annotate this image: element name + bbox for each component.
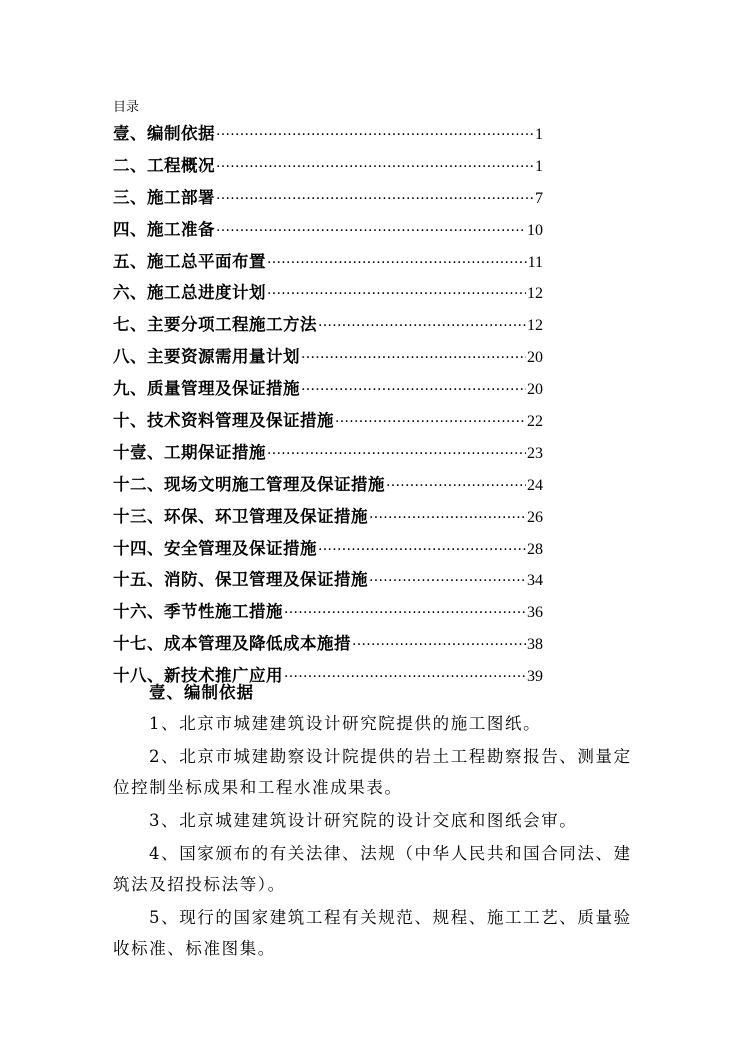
toc-dot-leader bbox=[216, 184, 534, 216]
toc-entry[interactable] bbox=[113, 214, 543, 246]
toc-page-number: 23 bbox=[527, 444, 543, 462]
toc-entry[interactable] bbox=[113, 533, 543, 565]
toc-entry[interactable] bbox=[113, 150, 543, 182]
toc-entry-title: 五、施工总平面布置 bbox=[113, 251, 266, 271]
toc-entry-title: 三、施工部署 bbox=[113, 187, 215, 207]
toc-entry-title: 十五、消防、保卫管理及保证措施 bbox=[113, 570, 368, 590]
toc-entry[interactable] bbox=[113, 469, 543, 501]
toc-dot-leader bbox=[301, 375, 526, 407]
toc-dot-leader bbox=[301, 343, 526, 375]
toc-entry-title: 十三、环保、环卫管理及保证措施 bbox=[113, 506, 368, 526]
toc-entry[interactable] bbox=[113, 501, 543, 533]
toc-page-number: 39 bbox=[527, 668, 543, 686]
toc-page-number: 36 bbox=[527, 604, 543, 622]
table-of-contents bbox=[113, 118, 543, 692]
toc-entry[interactable] bbox=[113, 628, 543, 660]
toc-dot-leader bbox=[267, 279, 526, 311]
toc-page-number: 20 bbox=[527, 381, 543, 399]
toc-entry[interactable] bbox=[113, 309, 543, 341]
toc-entry-title: 壹、编制依据 bbox=[113, 124, 215, 143]
toc-page-number: 11 bbox=[527, 253, 543, 271]
toc-dot-leader bbox=[352, 630, 526, 662]
section-title: 壹、编制依据 bbox=[149, 683, 254, 702]
toc-entry-title: 七、主要分项工程施工方法 bbox=[113, 315, 317, 335]
toc-entry-title: 十六、季节性施工措施 bbox=[113, 602, 283, 622]
toc-dot-leader bbox=[216, 152, 534, 184]
paragraph: 2、北京市城建勘察设计院提供的岩土工程勘察报告、测量定位控制坐标成果和工程水准成果表。 bbox=[113, 747, 632, 797]
toc-heading: 目录 bbox=[113, 100, 140, 115]
toc-entry[interactable] bbox=[113, 118, 543, 150]
paragraph: 5、现行的国家建筑工程有关规范、规程、施工工艺、质量验收标准、标准图集。 bbox=[113, 908, 632, 958]
toc-page-number: 10 bbox=[527, 221, 543, 239]
toc-dot-leader bbox=[335, 407, 526, 439]
toc-page-number: 12 bbox=[527, 285, 543, 303]
toc-dot-leader bbox=[284, 598, 526, 630]
toc-entry[interactable] bbox=[113, 277, 543, 309]
toc-entry-title: 九、质量管理及保证措施 bbox=[113, 379, 300, 399]
toc-page-number: 12 bbox=[527, 317, 543, 335]
toc-page-number: 1 bbox=[535, 126, 543, 143]
toc-page-number: 24 bbox=[527, 476, 543, 494]
toc-dot-leader bbox=[369, 566, 526, 598]
toc-entry-title: 十四、安全管理及保证措施 bbox=[113, 538, 317, 558]
toc-entry-title: 十七、成本管理及降低成本施措 bbox=[113, 634, 351, 654]
toc-entry-title: 六、施工总进度计划 bbox=[113, 283, 266, 303]
toc-entry[interactable] bbox=[113, 564, 543, 596]
toc-page-number: 1 bbox=[535, 157, 543, 175]
paragraph: 4、国家颁布的有关法律、法规（中华人民共和国合同法、建筑法及招投标法等）。 bbox=[113, 844, 632, 894]
toc-entry[interactable] bbox=[113, 373, 543, 405]
toc-entry-title: 十二、现场文明施工管理及保证措施 bbox=[113, 474, 385, 494]
toc-dot-leader bbox=[216, 216, 526, 248]
toc-entry-title: 十、技术资料管理及保证措施 bbox=[113, 411, 334, 431]
toc-dot-leader bbox=[267, 248, 527, 280]
toc-dot-leader bbox=[318, 311, 526, 343]
toc-page-number: 28 bbox=[527, 540, 543, 558]
toc-entry-title: 十八、新技术推广应用 bbox=[113, 666, 283, 686]
toc-dot-leader bbox=[216, 120, 534, 152]
toc-entry[interactable] bbox=[113, 596, 543, 628]
toc-entry[interactable] bbox=[113, 341, 543, 373]
toc-entry[interactable] bbox=[113, 437, 543, 469]
toc-page-number: 34 bbox=[527, 572, 543, 590]
paragraph: 3、北京城建建筑设计研究院的设计交底和图纸会审。 bbox=[149, 811, 578, 830]
toc-page-number: 20 bbox=[527, 349, 543, 367]
toc-entry[interactable] bbox=[113, 246, 543, 278]
toc-entry-title: 十壹、工期保证措施 bbox=[113, 442, 266, 462]
toc-entry-title: 四、施工准备 bbox=[113, 219, 215, 239]
toc-page-number: 22 bbox=[527, 413, 543, 431]
paragraph: 1、北京市城建建筑设计研究院提供的施工图纸。 bbox=[149, 714, 542, 733]
toc-entry[interactable] bbox=[113, 182, 543, 214]
toc-page-number: 7 bbox=[535, 189, 543, 207]
toc-dot-leader bbox=[386, 471, 526, 503]
toc-dot-leader bbox=[369, 503, 526, 535]
toc-dot-leader bbox=[318, 535, 526, 567]
toc-entry[interactable] bbox=[113, 405, 543, 437]
toc-page-number: 26 bbox=[527, 508, 543, 526]
toc-entry-title: 二、工程概况 bbox=[113, 155, 215, 175]
section-body bbox=[113, 677, 638, 964]
toc-entry-title: 八、主要资源需用量计划 bbox=[113, 347, 300, 367]
toc-dot-leader bbox=[267, 439, 526, 471]
toc-page-number: 38 bbox=[527, 636, 543, 654]
